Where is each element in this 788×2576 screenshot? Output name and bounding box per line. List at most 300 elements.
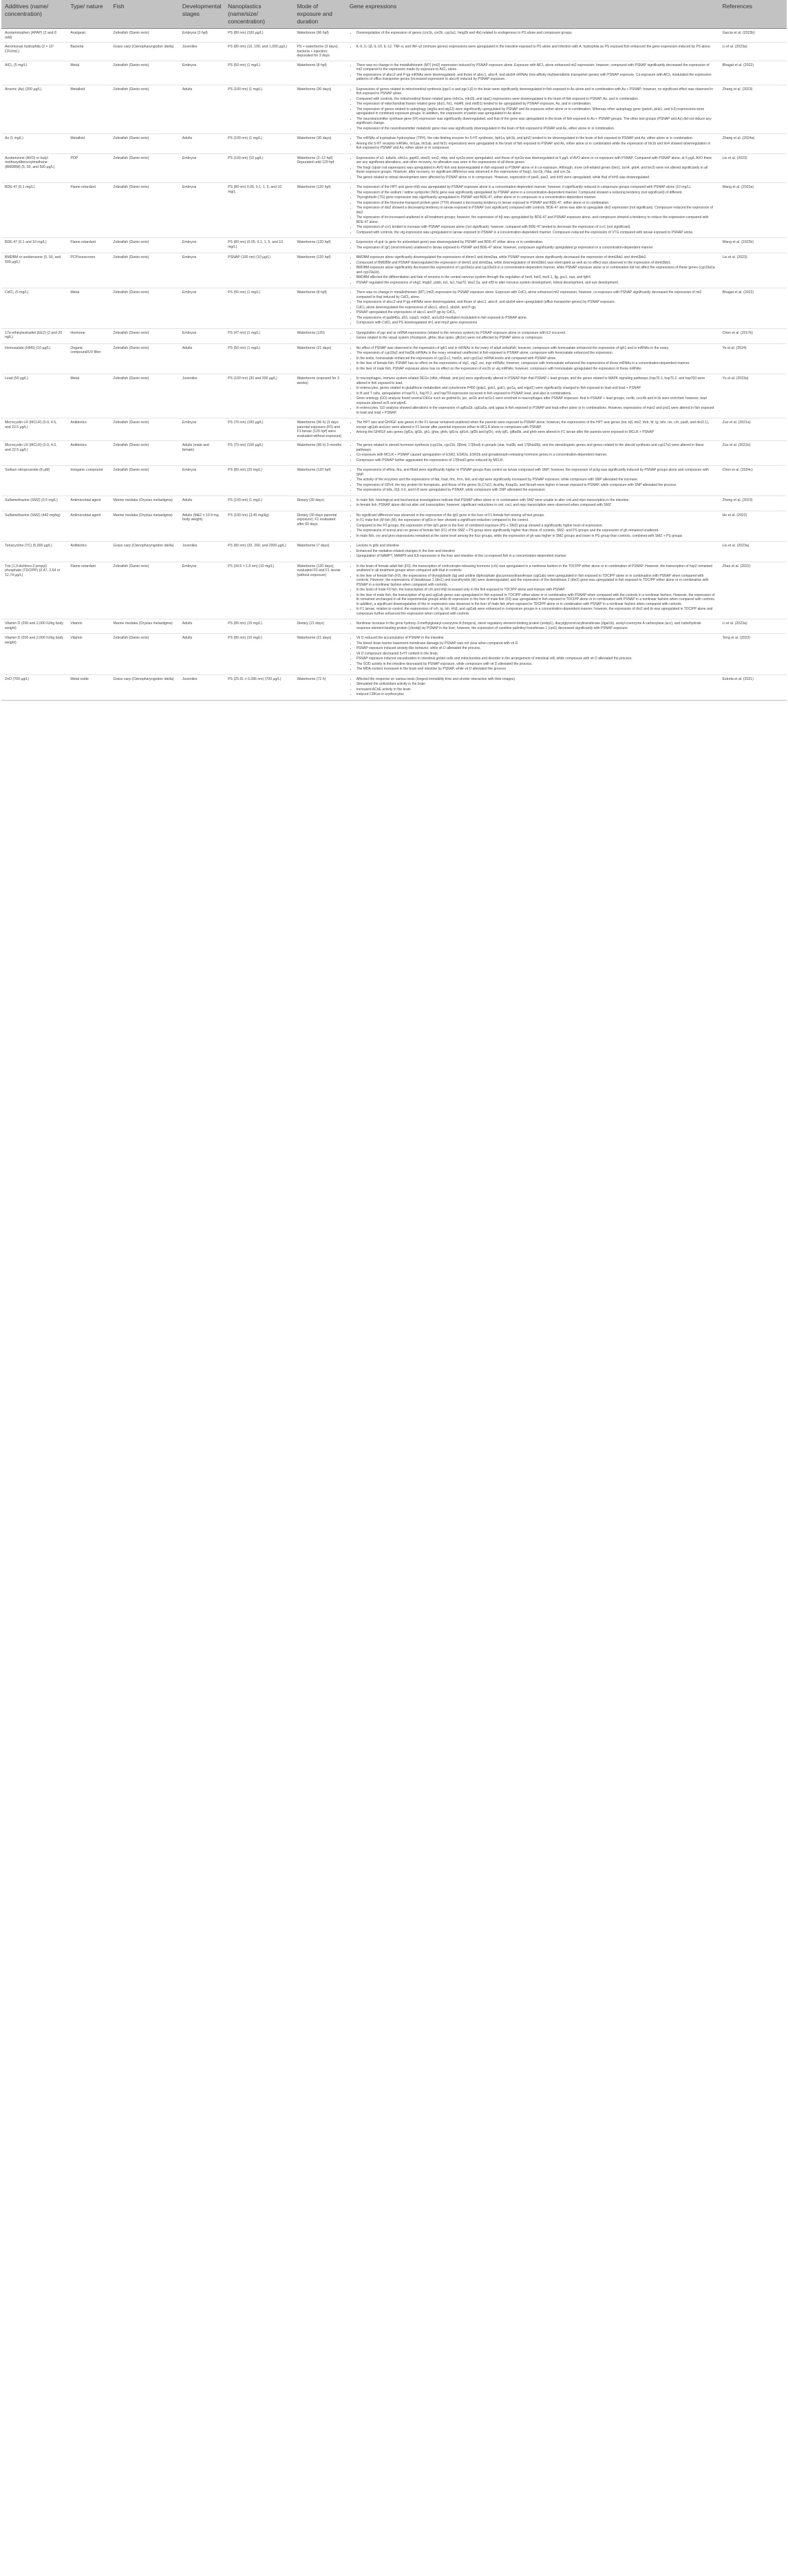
gene-expression-item: • The expressions of abcc2 and P-gp mRNAs were downregulated, and those of abcc1, abcc4, and abcb4 were upregulated (efflux transporter genes) by PSNAP exposure. [356, 300, 716, 305]
cell-reference: Li et al. (2023a) [719, 43, 787, 61]
cell-mode: Waterborne (120 hpf) [293, 253, 345, 288]
cell-type: Metal [67, 61, 109, 85]
cell-gene-expressions [346, 343, 719, 374]
cell-nanoplastics: PS (50 nm) (1 mg/L) [224, 288, 293, 329]
cell-reference: Wang et al. (2022a) [719, 183, 787, 238]
cell-gene-expressions [346, 134, 719, 154]
cell-nanoplastics: PS (100 nm) (1 mg/L) [224, 496, 293, 511]
cell-additive: Aeromonas hydrophila (2 × 10⁷ CFU/mL) [1, 43, 67, 61]
cell-gene-expressions [346, 441, 719, 466]
gene-expression-list [350, 331, 716, 341]
cell-additive: BMDBM or avobenzone (5, 50, and 500 µg/L) [1, 253, 67, 288]
table-row [1, 153, 787, 183]
cell-fish: Grass carp (Ctenopharyngodon idella) [110, 674, 179, 700]
table-row [1, 288, 787, 329]
gene-expression-item: • IL-6, IL-1β, IL-10, IL-12, TNF-α, and INF-γ2 (immune genes) expressions were upregulated in the intestine exposed to PS alone and infection with A. hydrophila as PS exposed fish enhanced the gene expression induced by PS alone. [356, 45, 716, 50]
gene-expression-item: • The expression of cyp19a2 and hsd3b mRNAs in the ovary remained unaffected in fish exposed to PSNAP alone; composure with homosalate enhanced the expression. [356, 351, 716, 356]
cell-gene-expressions [346, 374, 719, 418]
cell-reference: Estrela et al. (2021) [719, 674, 787, 700]
cell-gene-expressions [346, 511, 719, 542]
cell-type: Bacteria [67, 43, 109, 61]
cell-mode: Waterborne (120) [293, 328, 345, 343]
gene-expression-item: • The expression of the sodium / iodine symporter (NIS) gene was significantly upregulated by PSNAP alone in a concentration-dependent manner. Compound showed a reducing tendency (not significant) of different. [356, 191, 716, 195]
table-row [1, 343, 787, 374]
cell-additive: Sulfamethazine (SMZ) (442 mg/kg) [1, 511, 67, 542]
cell-type: Vitamin [67, 634, 109, 675]
cell-stage: Juveniles [179, 374, 224, 418]
cell-mode: Waterborne (120 days); evaluated F0 and F1 larvae (without exposure) [293, 562, 345, 619]
cell-additive: Tetracycline (TC) (5,000 µg/L) [1, 542, 67, 562]
cell-stage: Embryos [179, 466, 224, 496]
gene-expression-list [350, 544, 716, 559]
cell-type: Analgesic [67, 29, 109, 43]
gene-expression-item: • The expressions of gadd45a, p53, casp3, mdm2, and p53-mediated modulated in fish exposed to PSNAP alone. [356, 316, 716, 321]
gene-expression-item: • Expression of gstr (a gene for antioxidant gene) was downregulated by PSNAP and BDE-47 either alone or in combination. [356, 240, 716, 245]
cell-stage: Embryos [179, 288, 224, 329]
header-additive: Additives (name/ concentration) [1, 0, 67, 29]
cell-stage: Embryos (3 hpf) [179, 29, 224, 43]
table-row [1, 674, 787, 700]
cell-nanoplastics: PS (70 nm) (100 µg/L) [224, 418, 293, 441]
cell-reference: Yu et al. (2023a) [719, 374, 787, 418]
gene-expression-item: • In F1 male fish (M fish (M), the expression of igf1b in liver showed a significant reduction compared to the control. [356, 518, 716, 523]
gene-expression-list [350, 443, 716, 462]
cell-stage: Juveniles [179, 542, 224, 562]
cell-stage: Embryos [179, 418, 224, 441]
gene-expression-item: • There was no change in metallothionein (MT) (mt2) expression by PSNAP exposure alone. Exposure with CdCl₂ alone enhanced mt2 expression; however, co-exposure with PSNAP significantly decreased the expression of mt2 compared to that induced by CdCl₂ alone. [356, 290, 716, 299]
cell-nanoplastics: PS (80 nm) 0.05, 0.1, 1, 5, and 10 mg/L [224, 183, 293, 238]
cell-nanoplastics: PS (80 nm) (100 µg/L) [224, 29, 293, 43]
gene-expression-list [350, 63, 716, 82]
gene-expression-list [350, 564, 716, 617]
cell-stage: Adults [179, 343, 224, 374]
cell-stage: Embryos [179, 153, 224, 183]
header-gene-expressions: Gene expressions [346, 0, 719, 29]
gene-expression-item: • BMDBM exposure alone significantly decreased the expressions of cyp19a1a and cyp19a1b in a concentration-dependent manner, while PSNAP exposure alone or in combination did not affect the expressions of these genes (cyp19a1a and cyp19a1b). [356, 266, 716, 275]
gene-expression-list [350, 621, 716, 630]
gene-expression-item: • Thyroglobulin (TG) gene expression was significantly upregulated in PSNAP and BDE-47, either alone or in composure in a concentration-dependent manner. [356, 195, 716, 200]
gene-expression-item: • Lesions in gills and intestine [356, 544, 716, 549]
cell-type: Antibiotics [67, 418, 109, 441]
cell-stage: Juveniles [179, 43, 224, 61]
cell-type: Vitamin [67, 619, 109, 634]
gene-expression-item: • In macrophages, immune system-related DEGs (nfkb, nfkbiab, and jun) were significantly altered in PSNAP than that PSNAP + lead groups, and the genes related to MAPK signaling pathways (hsp70.1, hsp70.2, and hsp70l) were altered in fish exposed to lead. [356, 376, 716, 385]
cell-type: Organic compound/UV filter [67, 343, 109, 374]
header-mode: Mode of exposure and duration [293, 0, 345, 29]
table-row [1, 134, 787, 154]
gene-expression-item: • In the brain of female adult fish (F0), the transcription of corticotropin-releasing hormone (crh) was upregulated in a nonlinear fashion in the TDCIPP either alone or in combination of PSNAP. However, the transcription of hsp2 remained unaltered in all treatment groups when compared with that in controls. [356, 564, 716, 573]
cell-fish: Zebrafish (Danio rerio) [110, 343, 179, 374]
gene-expression-list [350, 240, 716, 250]
gene-expression-item: • PSNAP exposure induced anxiety-like behavior, while vit D alleviated the process. [356, 646, 716, 651]
gene-expression-item: • Among the 5-HT receptor mRNAs, htr1aa, htr1ab, and htr2c expressions were upregulated in the brain of fish exposed to PSNAP and As, either alone or in combination while the expression of htr1b and htr4 showed downregulation in fish exposed to PSNAP and As, either alone or in composure. [356, 142, 716, 151]
cell-type: Flame retardant [67, 183, 109, 238]
cell-additive: Tris (1,3-dichloro-2-propyl) phosphate (TDCIPP) (0.47, 2.64 or 12.74 µg/L) [1, 562, 67, 619]
cell-fish: Zebrafish (Danio rerio) [110, 85, 179, 134]
cell-mode: Waterborne (96 h) 3 months [293, 441, 345, 466]
cell-fish: Zebrafish (Danio rerio) [110, 374, 179, 418]
gene-expression-list [350, 498, 716, 508]
gene-expression-list [350, 421, 716, 435]
cell-stage: Adults (male and female) [179, 441, 224, 466]
cell-additive: BDE-47 (0.1 and 10 mg/L) [1, 238, 67, 253]
gene-expression-item: • The expression of mitochondrial fission related gene (drp1, fis1, mid49, and mid51) tended to be upregulated by PSNAP exposure, As, and in combination. [356, 102, 716, 107]
gene-expression-item: • In female fish, PSNAP alone did not alter cml transcription; however, significant reductions in cml, cxcl, and mpo transcription were observed when composed with SMZ [356, 503, 716, 508]
cell-additive: Lead (50 µg/L) [1, 374, 67, 418]
cell-gene-expressions [346, 238, 719, 253]
gene-expression-list [350, 513, 716, 539]
cell-gene-expressions [346, 183, 719, 238]
additives-gene-expression-table [1, 0, 787, 701]
cell-stage: Adults [179, 85, 224, 134]
cell-additive: BDE-47 (0.1 mg/L) [1, 183, 67, 238]
table-row [1, 238, 787, 253]
gene-expression-item: • Induced CRKse in erythrocytes [356, 692, 716, 697]
gene-expression-item: • Expressions of α1- tubulin, shh1a, gap43, elavl3, sox2, mbp, and syn2a were upregulated, and those of syn2a was downregulated at 5 µg/L of AVO alone or co-exposure with PSNAP. Compared with PSNAP alone, at 5 µg/L AVO there are any significant alterations, and other recovery, no alteration was seen in the expressions of all these genes. [356, 156, 716, 165]
cell-gene-expressions [346, 496, 719, 511]
cell-nanoplastics: PS (80 nm) (0.05, 0.1, 1, 5, and 10 mg/L) [224, 238, 293, 253]
gene-expression-item: • The expressions of abcc2 and P-gp mRNAs were downregulated, and those of abcc1, abcc4, and abcb4 mRNAs (low-affinity multixenobiotic transporter genes) with PSNAP exposure. Co-exposure with AlCl₃ modulated the expression patterns of efflux transporter genes (increased expression to abcc4) induced by PSNAP exposure. [356, 73, 716, 82]
cell-additive: Sodium nitroprusside (8 µM) [1, 466, 67, 496]
cell-gene-expressions [346, 43, 719, 61]
cell-reference: Ye et al. (2024) [719, 343, 787, 374]
cell-additive: 17α-ethinylestradiol (EE2) (2 and 20 ng/L) [1, 328, 67, 343]
gene-expression-item: • Upregulation of pgr and ar mRNA expressions (related to the nervous system) by PSNAP exposure alone or composure with E2 occurred. [356, 331, 716, 336]
table-row [1, 418, 787, 441]
cell-gene-expressions [346, 85, 719, 134]
gene-expression-item: • PSNAP exposure induced vacuolization in intestinal goblet cells and mitochondria and disorder in the arrangement of intestinal villi, while composure with vit D alleviated the process. [356, 657, 716, 661]
cell-reference: Garcia et al. (2023b) [719, 29, 787, 43]
cell-stage: Juveniles [179, 674, 224, 700]
gene-expression-item: • Compared to the F0 groups, the expression of the igf1 gene in the liver of combined exposure (PS + SMZ) group showed a significantly higher level of expression. [356, 524, 716, 529]
cell-nanoplastics: PS (100 nm) (1 mg/L) [224, 134, 293, 154]
gene-expression-item: • The expression of GPx4, the key protein for ferroptosis, and those of the genes SLC7a11, Acsl4a, Keap1b, and Ncoa4 were higher in larvae exposed to PSNAP, while composure with SNP alleviated the process. [356, 483, 716, 488]
cell-stage: Embryos [179, 562, 224, 619]
cell-gene-expressions [346, 418, 719, 441]
gene-expression-item: • The mRNAs of tryptophan hydroxylase (TPH), the rate-limiting enzyme for 5-HT synthesis, (tph1a, tph1b, and tph2) tended to be downregulated in the brain of fish exposed to PSNAP and As, either alone or in combination. [356, 136, 716, 141]
table-row [1, 542, 787, 562]
cell-type: Antibiotics [67, 441, 109, 466]
cell-reference: Bhagat et al. (2022) [719, 61, 787, 85]
cell-nanoplastics: PS (80 nm) (20, 200, and 2000 µg/L) [224, 542, 293, 562]
cell-fish: Zebrafish (Danio rerio) [110, 418, 179, 441]
gene-expression-item: • The genes related to steroid hormone synthesis (cyp19a, cyp11b, 3βhsd, 17βhsd) in gonads (star, hsd3b, and 17βhsd3b), and the steroidogenic genes and genes related to the steroid synthesis and cyp17a1 were altered in these pathways. [356, 443, 716, 452]
gene-expression-item: • The expressions of elfma, ftra, and ftbird were significantly higher in PSNAP groups than control as larvae composed with SNP; however, the expression of pckg was significantly induced by PSNAP groups alone and composure with SNP. [356, 468, 716, 477]
gene-expression-item: • The expression of the thyroxine-transport protein gene (TTR) showed a decreasing tendency in larvae exposed to PSNAP and BDE-47, either alone or in combination. [356, 201, 716, 206]
cell-nanoplastics: PS (100 nm) (20 and 200 µg/L) [224, 374, 293, 418]
cell-fish: Zebrafish (Danio rerio) [110, 328, 179, 343]
cell-fish: Grass carp (Ctenopharyngodon idella) [110, 43, 179, 61]
gene-expression-item: • BMDBM exposure alone significantly downregulated the expressions of dlmm1 and dnmt3aa, while PSNAP exposure alone significantly decreased the expression of dnmt3bb1 and dnmt3bb2. [356, 255, 716, 260]
header-references: References [719, 0, 787, 29]
gene-expression-item: • PSNAP regulated the expressions of shg2, lmgb2, pdsh, ta1, ta1, hsp70, nkx2.2a, and olf3 to alter nervous system development, retinal development, and eye development. [356, 281, 716, 286]
gene-expression-list [350, 136, 716, 151]
cell-additive: Avobenzone (AVO) or butyl methoxydibenzoylmethane (BMDBM) (5, 50, and 500 µg/L) [1, 153, 67, 183]
gene-expression-item: • The activity of the enzymes and the expressions of fab, fsad, hhc, frnn, fed, and vtgt were significantly increased by PSNAP exposure; while composure with SNP alleviated the increase. [356, 478, 716, 482]
gene-expression-item: • In the liver of female fish, PSNAP has no effect on the expressions of vtg1, vtg2, esr, mgr mRNAs; however, composure with homosalate enhanced the expressions of these mRNAs in a concentration-dependent manner. [356, 361, 716, 366]
table-row [1, 85, 787, 134]
cell-type: Metalloid [67, 85, 109, 134]
cell-gene-expressions [346, 466, 719, 496]
gene-expression-item: • Compared with controls, the mitochondrial fission related gene (mfn1a, mfn2b, and opa1) expressions were downregulated in the brain of fish exposed to PSNAP, As, and in combination. [356, 97, 716, 102]
cell-mode: Waterborne (8 hpf) [293, 61, 345, 85]
cell-additive: As (1 mg/L) [1, 134, 67, 154]
gene-expression-item: • The expressions of nrxnal and cnr genes of female fish (F1) of the SMZ + PS group were significantly higher than those of controls, SMZ- and PS groups and the expression of gh remained unaltered. [356, 529, 716, 533]
table-row [1, 619, 787, 634]
gene-expression-list [350, 45, 716, 50]
gene-expression-item: • Upregulation of NAMPT, MAMP9 and IL8 expression in the liver and intestine of the co-exposed fish in a concentration-dependent manner [356, 554, 716, 559]
gene-expression-list [350, 636, 716, 672]
gene-expression-item: • The expression of (gr) (viral immune) unaltered in larvae exposed to PSNAP and BDE-47 alone; however, composure significantly upregulated gr expression in a concentration-dependent manner. [356, 246, 716, 251]
table-row [1, 466, 787, 496]
cell-nanoplastics: PS (80 nm) (15 mg/L) [224, 619, 293, 634]
cell-mode: Waterborne (8 hpf) [293, 288, 345, 329]
cell-reference: Li et al. (2023a) [719, 619, 787, 634]
cell-type: Hormone [67, 328, 109, 343]
cell-fish: Zebrafish (Danio rerio) [110, 134, 179, 154]
cell-additive: ZnO (700 µg/L) [1, 674, 67, 700]
gene-expression-item: • In F1 larvae, relative to control, the expressions of crh, tg, tsh, trhβ, and ugt1ab were enhanced in composure groups in a concentration-dependent manner; however, the expression of dio2 and ttr was upregulated in TDCIPP alone and composure further enhanced the expression when compared with controls [356, 607, 716, 616]
cell-stage: Adults [179, 619, 224, 634]
cell-additive: Microcystin LR (MCLR) (0.9, 4.5, and 22.5 µg/L) [1, 418, 67, 441]
cell-nanoplastics: PS (100 nm) (3.45 mg/kg) [224, 511, 293, 542]
gene-expression-item: • The expression of genes related to autophagy (atg5a and atg12) were significantly upregulated by PSNAP and As exposure either alone or in combination. Whereas other autophagy gene (parkin, pink1, and lc3) expressions were upregulated in combined exposure groups. In addition, the expression of parkin was upregulated in As alone. [356, 107, 716, 116]
cell-fish: Zebrafish (Danio rerio) [110, 29, 179, 43]
cell-additive: AlCl₃ (5 mg/L) [1, 61, 67, 85]
cell-fish: Zebrafish (Danio rerio) [110, 288, 179, 329]
cell-mode: Waterborne (72 h) [293, 674, 345, 700]
cell-mode: Dietary (30 days) [293, 496, 345, 511]
gene-expression-item: • Composure with CdCl₂ and PS downregulated sfr1 and mrp2 gene expressions [356, 321, 716, 326]
cell-gene-expressions [346, 674, 719, 700]
cell-stage: Adults (M&2 ± 10.9 mg body weight) [179, 511, 224, 542]
cell-stage: Embryos [179, 238, 224, 253]
gene-expression-list [350, 255, 716, 285]
cell-stage: Embryos [179, 61, 224, 85]
gene-expression-item: • The genes related to retinal development were affected by PSNAP alone or in composure. However, expression of pax6, pax2, and lnh5 were upregulated, while that of lnh5 was downregulated. [356, 175, 716, 180]
table-row [1, 562, 787, 619]
cell-mode: Waterborne (120 hpf) [293, 466, 345, 496]
gene-expression-item: • In the testis, homosalate enhanced the expression of cyp11c1, hsd1b, and cyp11a1 mRNA levels and compared with PSNAP alone. [356, 356, 716, 361]
gene-expression-item: • In male fish, histological and biochemical investigations indicate that PSNAP either alone or in combination with SMZ were unable to alter cml and mpo transcription in the intestine. [356, 498, 716, 503]
gene-expression-item: • In male fish, cnr and gnrs expressions remained at the same level among the four groups, while the expression of gh was higher in SMZ groups and lower in PS group than controls, combined with SMZ + PS groups [356, 534, 716, 539]
cell-nanoplastics: PS (25.91 ± 0.286 nm) (700 µg/L) [224, 674, 293, 700]
gene-expression-item: • Vit D reduced the accumulation of PSNAP in the intestine. [356, 636, 716, 641]
cell-reference: Bhagat et al. (2022) [719, 288, 787, 329]
cell-nanoplastics: PS (80 nm) (10 mg/L) [224, 634, 293, 675]
gene-expression-item: • The blood–brain barrier basement membrane damage by PSNAP was not clear when compared with vit D. [356, 641, 716, 646]
cell-reference: Chen et al. (2024c) [719, 466, 787, 496]
gene-expression-item: • The expression of dio2 showed a decreasing tendency in larvae exposed to PSNAP (not significant) compared with controls. BDE-47 alone was able to upregulate dio2 expression (not significant). Composure reduced the expression of dio2. [356, 206, 716, 215]
gene-expression-item: • Compared with controls, the vtg expression was upregulated in larvae exposed to PSNAP in a concentration-dependent manner. Composure reduced the expression of VTG compared with larvae exposed to PSNAP alone. [356, 231, 716, 235]
cell-additive: Arsenic (As) (200 µg/L) [1, 85, 67, 134]
cell-reference: Zhong et al. (2023) [719, 496, 787, 511]
gene-expression-item: • The HPT axis and GH/IGF axis genes in the F1 larvae remained unaltered when the parents were exposed to PSNAP alone; however, the expressions of the HPT axis genes (trα, trβ, dio2, thrb, ttr, tg, tshr, nis, crh, pax8, and nkx2.1), except ugt1ab and pcc were altered in F1 larvae after parental exposure either to MCLR alone or composure with PSNAP. [356, 421, 716, 429]
cell-nanoplastics: PS (47 nm) (1 mg/L) [224, 328, 293, 343]
gene-expression-item: • Nonlinear increase in the gene hydroxy-3-methylglutaryl-coenzyme A (hmgcra), sterol regulatory element-binding protein (srebp1), diacylglycerol-acyltransferase (dgat1b), acetyl-coenzyme A carboxylase (acc), and carbohydrate response element-binding protein (chrebp) by PSNAP in the liver; however, the expression of carnitine palmitoyl transferase 1 (cpt1) decreased significantly with PSNAP exposure [356, 621, 716, 630]
gene-expression-item: • The expression of the neurotransmitter metabolic gene mao was significantly downregulated in the brain of fish exposed to PSNAP and As, either alone or in combination. [356, 127, 716, 131]
cell-fish: Marine medaka (Oryzias melastigma) [110, 496, 179, 511]
table-row [1, 374, 787, 418]
cell-type: Inorganic compound [67, 466, 109, 496]
cell-mode: Waterborne (7 days) [293, 542, 345, 562]
cell-gene-expressions [346, 542, 719, 562]
cell-gene-expressions [346, 61, 719, 85]
cell-nanoplastics: PS (100 nm) (1 mg/L) [224, 85, 293, 134]
cell-mode: PS + waterborne (3 days); bacteria + injection; depurated for 3 days [293, 43, 345, 61]
cell-stage: Embryos [179, 328, 224, 343]
cell-nanoplastics: PS (34.5 ± 1.8 nm) (10 mg/L) [224, 562, 293, 619]
cell-nanoplastics: PS (50 nm) (1 mg/L) [224, 61, 293, 85]
cell-fish: Zebrafish (Danio rerio) [110, 153, 179, 183]
cell-mode: Waterborne (96 hpf) [293, 29, 345, 43]
cell-mode: Waterborne (2–12 hpf) Depurated until 120 hpf [293, 153, 345, 183]
cell-type: Metal [67, 288, 109, 329]
cell-fish: Zebrafish (Danio rerio) [110, 562, 179, 619]
gene-expression-item: • The fosgr (opsin rod expression) was upregulated in AVO fish and downregulated in fish exposed to PSNAP alone or in co-exposure. Although, more cell-related genes (beo1, bcn4, gnb4, and lev2) were not altered significantly in all these exposure groups. However, after recovery, no significant difference was observed in the expressions of fosg1, bcn1b, rhba, and cox.3a. [356, 166, 716, 175]
table-header [1, 0, 787, 29]
gene-expression-item: • In B and T cells, upregulation of hsp70.1, hsp70.2, and hsp70l expression occurred in fish exposed to PSNAP, lead, and also in combinations. [356, 392, 716, 396]
gene-expression-item: • Increased AChE activity in the brain [356, 688, 716, 692]
cell-mode: Dietary (21 days) [293, 619, 345, 634]
gene-expression-item: • Composure with PSNAP further aggravated the expressions of 17βhsd3 gene induced by MCLR. [356, 458, 716, 463]
gene-expression-item: • PSNAP upregulated the expressions of abcc1 and P-gp by CdCl₂. [356, 310, 716, 315]
cell-reference: Wang et al. (2022b) [719, 238, 787, 253]
cell-type: Antibiotics [67, 542, 109, 562]
gene-expression-item: • BMDBM affected the differentiation and fate of neurons in the central nervous system through the regulation of her4, her6, her6.1, fjg, gsc1, nua, and fgfr4. [356, 275, 716, 280]
cell-type: PCP/sunscreen [67, 253, 109, 288]
cell-fish: Zebrafish (Danio rerio) [110, 238, 179, 253]
gene-expression-list [350, 468, 716, 493]
gene-expression-list [350, 185, 716, 235]
gene-expression-item: • The expression of ccr1 tended to increase with PSNAP exposure alone (not significant); however, compared with BDE-47 tended to decrease the expression of ccr1 (not significant). [356, 225, 716, 230]
gene-expression-item: • Co-exposure with MCLR + PSNAP caused upregulation of ESR2, ESR2a, ESR2b and gonadotropin-releasing hormone genes in a concentration-dependent manner. [356, 453, 716, 458]
cell-type: Antimicrobial agent [67, 511, 109, 542]
cell-type: Metal [67, 374, 109, 418]
cell-reference: Zuo et al. (2021b) [719, 441, 787, 466]
cell-gene-expressions [346, 29, 719, 43]
cell-nanoplastics: PS (80 nm) (10, 100, and 1,000 µg/L) [224, 43, 293, 61]
gene-expression-item: • In the liver of male fish, the transcription of tg and ugt1ab genes was upregulated in fish exposed to TDCIPP either alone or in combination with PSNAP when compared with the controls in a nonlinear fashion. However, the expression of ttr remained unchanged in all the experimental groups while ttr expression in the liver of male fish (F0) was upregulated in fish exposed to TDCIPP alone or in combination with PSNAP in a nonlinear fashion when compared with controls. In addition, a significant downregulation of the trr expression was observed in the liver of male fish when exposed to TDCIPP alone or in combination with PSNAP in a nonlinear fashion when compared with controls. [356, 593, 716, 607]
cell-type: Metalloid [67, 134, 109, 154]
cell-fish: Zebrafish (Danio rerio) [110, 253, 179, 288]
cell-reference: Chen et al. (2017b) [719, 328, 787, 343]
cell-reference: Teng et al. (2023) [719, 634, 787, 675]
cell-additive: Vitamin D (200 and 2,000 IU/kg body weight) [1, 634, 67, 675]
cell-stage: Adults [179, 634, 224, 675]
cell-gene-expressions [346, 562, 719, 619]
gene-expression-item: • There was no change in the metallothionein (MT) (mt2) expression induced by PSNAP exposure alone. Exposure with AlCl₃ alone enhanced mt2 expression; however, compound with PSNAP significantly decreased the expression of mt2 compared to the expression made by exposure to AlCl₃ alone. [356, 63, 716, 72]
table-row [1, 253, 787, 288]
gene-expression-item: • The expression of trα increased unaltered in all treatment groups; however, the expression of trβ was upregulated by BDE-47 and PSNAP exposure alone, and composure showed a tendency to reduce the expression compared with BDE-47 alone. [356, 215, 716, 224]
cell-gene-expressions [346, 288, 719, 329]
gene-expression-item: • Enhanced the oxidative-related changes in the liver and intestine [356, 549, 716, 554]
gene-expression-list [350, 31, 716, 36]
header-type: Type/ nature [67, 0, 109, 29]
gene-expression-item: • The neurotransmitter synthase gene (tH) expression was significantly downregulated, and that of the gene was upregulated in the brain of fish exposed to As + PSNAP groups. The other test groups (PSNAP and As) did not induce any significant change. [356, 117, 716, 126]
gene-expression-item: • Genes related to the visual system (rhodopsin, gfrbe, blue opsin, gfb1nr) were not affected by PSNAP alone or composure. [356, 336, 716, 341]
cell-additive: Microcystin LR (MCLR) (0.9, 4.5, and 22.5 µg/L) [1, 441, 67, 466]
table-row [1, 634, 787, 675]
cell-nanoplastics: PS (100 nm) (10 µg/L) [224, 153, 293, 183]
header-row [1, 0, 787, 29]
gene-expression-item: • In the liver of male fish, PSNAP exposure alone has no effect on the expression of esr2b or vtg mRNAs; however, composure with homosalate upregulated the expression of these mRNAs [356, 367, 716, 372]
cell-fish: Marine medaka (Oryzias melastigma) [110, 511, 179, 542]
cell-fish: Zebrafish (Danio rerio) [110, 466, 179, 496]
cell-mode: Waterborne (120 hpf) [293, 238, 345, 253]
gene-expression-list [350, 290, 716, 326]
gene-expression-list [350, 156, 716, 180]
cell-fish: Marine medaka (Oryzias melastigma) [110, 619, 179, 634]
cell-additive: Homosalate (HMS) (10 µg/L) [1, 343, 67, 374]
gene-expression-list [350, 376, 716, 415]
cell-mode: Waterborne (96 h) (3 days parental exposure (F0) and F1 larvae (120 hpf) were evaluated without exposure) [293, 418, 345, 441]
cell-type: Metal oxide [67, 674, 109, 700]
cell-reference: Zuo et al. (2021a) [719, 418, 787, 441]
gene-expression-item: • No effect of PSNAP was observed in the expression of igfr1 and in mRNAs in the ovary of adult zebrafish; however, composure with homosalate enhanced the expression of igfr1 and in mRNAs in the ovary. [356, 346, 716, 351]
cell-fish: Grass carp (Ctenopharyngodon idella) [110, 542, 179, 562]
table-row [1, 496, 787, 511]
cell-mode: Waterborne (21 days) [293, 343, 345, 374]
cell-type: POP [67, 153, 109, 183]
table-row [1, 441, 787, 466]
cell-type: Flame retardant [67, 238, 109, 253]
table-row [1, 328, 787, 343]
gene-expression-item: • Stimulated the antioxidant activity in the brain [356, 682, 716, 687]
cell-reference: Zhang et al. (2024a) [719, 134, 787, 154]
gene-expression-item: • Affected the response on various tests (longest immobility time and shorter interaction with their images) [356, 677, 716, 682]
cell-reference: Zhang et al. (2023) [719, 85, 787, 134]
gene-expression-item: • No significant difference was observed in the expression of the igf1 gene in the liver of F1 female fish among all test groups. [356, 513, 716, 518]
table-row [1, 43, 787, 61]
gene-expression-item: • Compound of BMDBM and PSNAP downregulated the expression of dnmt1 and dnmt3aa, while downregulation of dnmt3bb1 was interrupted as well as no effect was observed in the expression of dnmt3bb1. [356, 261, 716, 266]
gene-expression-item: • The SOD activity in the intestine decreased by PSNAP exposure, while composure with vit D alleviated the process. [356, 662, 716, 667]
cell-additive: Vitamin D (200 and 2,000 IU/kg body weight) [1, 619, 67, 634]
cell-mode: Waterborne (exposed for 3 weeks) [293, 374, 345, 418]
gene-expression-list [350, 346, 716, 372]
header-nanoplastics: Nanoplastics (name/size/ concentration) [224, 0, 293, 29]
gene-expression-item: • The expression of the HPT axis gene trhβ was upregulated by PSNAP exposure alone in a concentration-dependent manner; however, it significantly reduced in composure groups compared with PSNAP alone (10 mg/L). [356, 185, 716, 190]
cell-additive: Sulfamethazine (SMZ) (0.5 mg/L) [1, 496, 67, 511]
gene-expression-item: • In the liver of female fish (F0), the expressions of thyroglobulin (tg) and uridine diphosphate glucuronosyltransferase (ugt1ab) were upregulated in fish exposed to TDCIPP alone or in combination with PSNAP when compared with controls. However, the expressions of deiodinase 1 (dio1) and transthyretin (ttr) were downregulated, and the expression of the deiodinase 2 (dio2) gene was upregulated in fish exposed to TDCIPP either alone or in combination with PSNAP in a nonlinear fashion when compared with controls. [356, 574, 716, 588]
cell-fish: Zebrafish (Danio rerio) [110, 183, 179, 238]
gene-expression-item: • CdCl₂ alone downregulated the expressions of abcc1, abcc2, abcb4, and P-gp. [356, 306, 716, 310]
gene-expression-item: • Vit D composure decreased 5-HT content in the brain. [356, 652, 716, 657]
header-stage: Developmental stages [179, 0, 224, 29]
cell-stage: Adults [179, 134, 224, 154]
cell-gene-expressions [346, 153, 719, 183]
cell-reference: Zhao et al. (2022) [719, 562, 787, 619]
table-row [1, 183, 787, 238]
gene-expression-list [350, 87, 716, 131]
cell-stage: Adults [179, 496, 224, 511]
cell-gene-expressions [346, 328, 719, 343]
cell-stage: Embryos [179, 253, 224, 288]
cell-stage: Embryos [179, 183, 224, 238]
table-row [1, 61, 787, 85]
gene-expression-item: • In enterocytes, genes related to glutathione metabolism and cytochrome P450 (gstp1, gstr1, gstr1, gsr1a, and mgst1) were significantly changed in fish exposed to lead and lead + PSNAP. [356, 386, 716, 391]
cell-reference: Liu et al. (2023) [719, 153, 787, 183]
cell-gene-expressions [346, 619, 719, 634]
cell-reference: He et al. (2022) [719, 511, 787, 542]
cell-fish: Zebrafish (Danio rerio) [110, 61, 179, 85]
gene-expression-item: • The MDA content increased in the brain and intestine by PSNAP, while vit D alleviated the process [356, 667, 716, 672]
gene-expression-item: • In the brain of male F0 fish, the transcription of crh and trhβ increased only in the fish exposed to TDCIPP alone and mixture with PSNAP. [356, 588, 716, 593]
cell-nanoplastics: PS (70 nm) (100 µg/L) [224, 441, 293, 466]
cell-nanoplastics: PS (80 nm) (20 mg/L) [224, 466, 293, 496]
cell-fish: Zebrafish (Danio rerio) [110, 634, 179, 675]
cell-type: Antimicrobial agent [67, 496, 109, 511]
